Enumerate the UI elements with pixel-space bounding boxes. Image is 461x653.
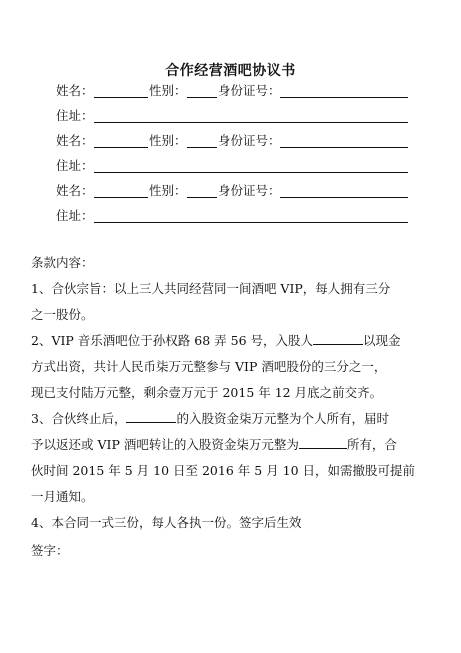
address-label: 住址： [56, 208, 94, 223]
signature-row [31, 542, 131, 560]
partner-2-info-row [56, 132, 408, 150]
clause-1-line-1: 1、合伙宗旨：以上三人共同经营同一间酒吧 VIP，每人拥有三分 [31, 281, 391, 296]
clause-3-line-4: 一月通知。 [31, 489, 94, 504]
name-blank[interactable] [94, 197, 148, 198]
name-label: 姓名： [56, 133, 94, 148]
id-number-blank[interactable] [280, 147, 408, 148]
gender-label: 性别： [149, 133, 187, 148]
address-blank[interactable] [94, 222, 408, 223]
partner-1-info-row [56, 82, 408, 100]
gender-label: 性别： [149, 183, 187, 198]
partner-1-address-row [56, 107, 408, 125]
terms-heading: 条款内容： [31, 255, 94, 270]
transfer-owner-blank[interactable] [299, 435, 347, 449]
clause-2-text-a: 2、VIP 音乐酒吧位于孙权路 68 弄 56 号，入股人 [31, 333, 314, 348]
investor-blank[interactable] [313, 331, 363, 345]
clause-3-text-d: 所有，合 [346, 437, 397, 452]
partner-3-info-row [56, 182, 408, 200]
clause-2-line-1 [31, 328, 412, 354]
id-number-blank[interactable] [280, 97, 408, 98]
clause-1-line-2: 之一股份。 [31, 307, 94, 322]
name-label: 姓名： [56, 83, 94, 98]
terms-section [31, 250, 416, 536]
clause-2-text-b: 以现金 [363, 333, 401, 348]
name-label: 姓名： [56, 183, 94, 198]
clause-2-line-3: 现已支付陆万元整，剩余壹万元于 2015 年 12 月底之前交齐。 [31, 385, 383, 400]
address-blank[interactable] [94, 172, 408, 173]
id-label: 身份证号： [218, 83, 281, 98]
id-label: 身份证号： [218, 133, 281, 148]
id-number-blank[interactable] [280, 197, 408, 198]
document-title: 合作经营酒吧协议书 [165, 63, 296, 79]
name-blank[interactable] [94, 147, 148, 148]
partner-3-address-row [56, 207, 408, 225]
clause-3-line-2 [31, 432, 412, 458]
clause-3-text-a: 3、合伙终止后， [31, 411, 127, 426]
clause-2-line-2: 方式出资，共计人民币柒万元整参与 VIP 酒吧股份的三分之一， [31, 359, 387, 374]
owner-blank[interactable] [126, 409, 176, 423]
id-label: 身份证号： [218, 183, 281, 198]
clause-3-text-c: 予以返还或 VIP 酒吧转让的入股资金柒万元整为 [31, 437, 299, 452]
clause-3-line-3: 伙时间 2015 年 5 月 10 日至 2016 年 5 月 10 日，如需撤股可提前 [31, 463, 416, 478]
gender-blank[interactable] [187, 147, 217, 148]
partner-2-address-row [56, 157, 408, 175]
name-blank[interactable] [94, 97, 148, 98]
address-blank[interactable] [94, 122, 408, 123]
clause-3-text-b: 的入股资金柒万元整为个人所有，届时 [176, 411, 389, 426]
address-label: 住址： [56, 108, 94, 123]
clause-3-line-1 [31, 406, 412, 432]
gender-blank[interactable] [187, 97, 217, 98]
gender-label: 性别： [149, 83, 187, 98]
address-label: 住址： [56, 158, 94, 173]
clause-4: 4、本合同一式三份，每人各执一份。签字后生效 [31, 515, 302, 530]
gender-blank[interactable] [187, 197, 217, 198]
signature-label: 签字： [31, 543, 69, 558]
